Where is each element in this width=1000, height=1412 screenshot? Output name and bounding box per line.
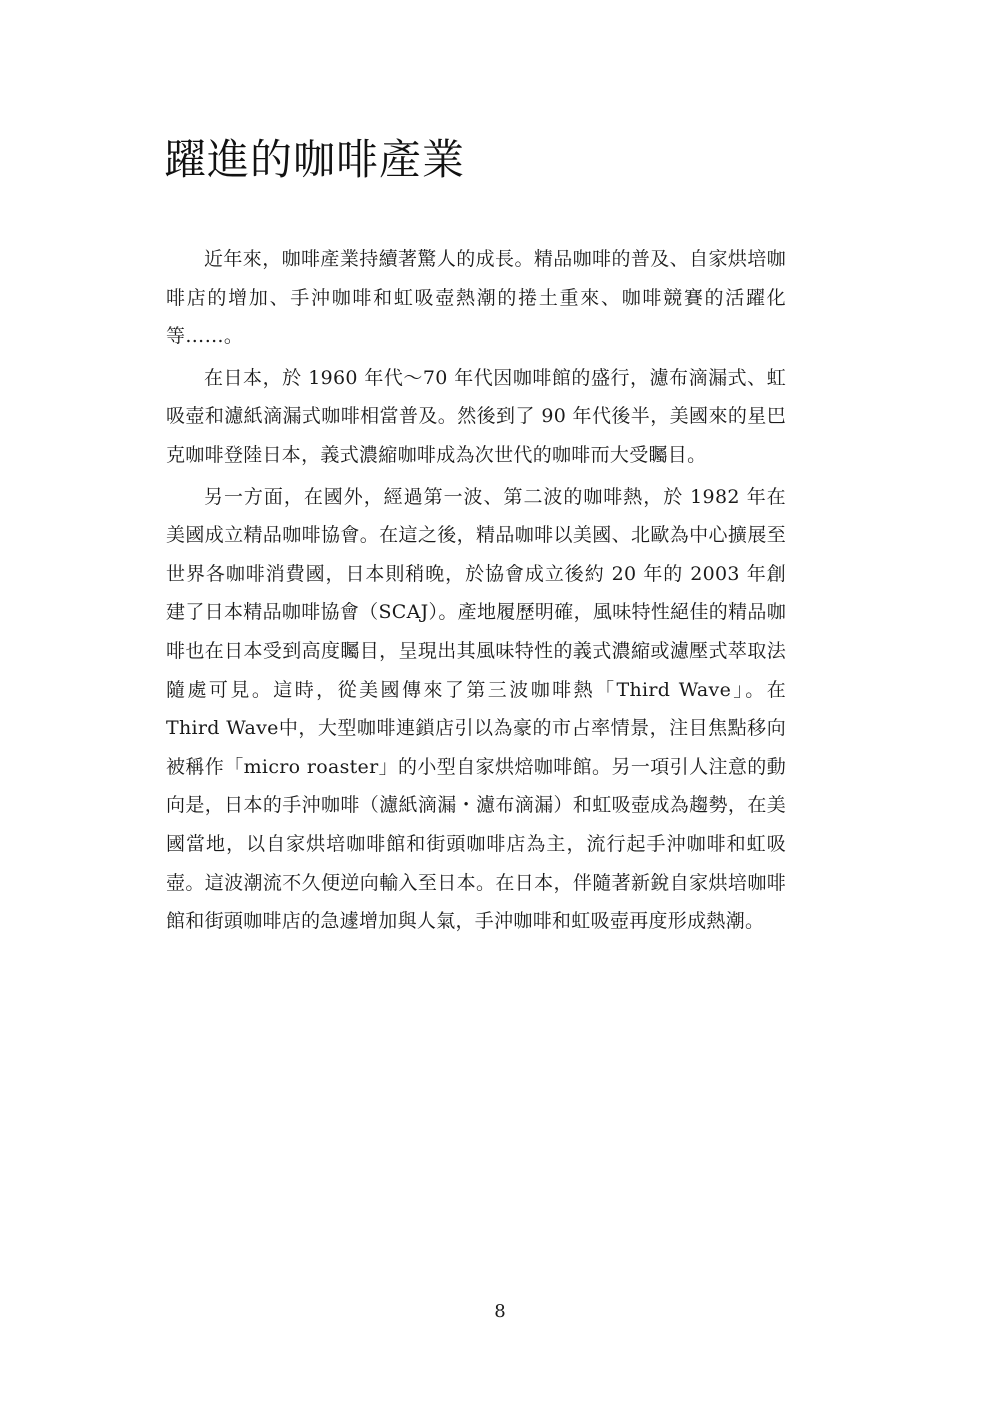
paragraph-third-wave: 另一方面，在國外，經過第一波、第二波的咖啡熱，於 1982 年在美國成立精品咖啡協會。在這之後，精品咖啡以美國、北歐為中心擴展至世界各咖啡消費國，日本則稍晚，於協會成立後約 20 年的 2003 年創建了日本精品咖啡協會（SCAJ）。產地履歷明確，風味特性絕佳的精品咖啡也在日本受到高度矚目，呈現出其風味特性的義式濃縮或濾壓式萃取法隨處可見。這時，從美國傳來了第三波咖啡熱「Third Wave」。在 Third Wave中，大型咖啡連鎖店引以為豪的市占率情景，注目焦點移向被稱作「micro roaster」的小型自家烘焙咖啡館。另一項引人注意的動向是，日本的手沖咖啡（濾紙滴漏・濾布滴漏）和虹吸壺成為趨勢，在美國當地，以自家烘培咖啡館和街頭咖啡店為主，流行起手沖咖啡和虹吸壺。這波潮流不久便逆向輸入至日本。在日本，伴隨著新銳自家烘培咖啡館和街頭咖啡店的急遽增加與人氣，手沖咖啡和虹吸壺再度形成熱潮。 [166,485,786,933]
chapter-title: 躍進的咖啡產業 [164,135,466,184]
body-text [166,240,786,944]
paragraph-japan-history: 在日本，於 1960 年代～70 年代因咖啡館的盛行，濾布滴漏式、虹吸壺和濾紙滴漏式咖啡相當普及。然後到了 90 年代後半，美國來的星巴克咖啡登陸日本，義式濃縮咖啡成為次世代的咖啡而大受矚目。 [166,366,786,466]
paragraph-intro: 近年來，咖啡產業持續著驚人的成長。精品咖啡的普及、自家烘培咖啡店的增加、手沖咖啡和虹吸壺熱潮的捲土重來、咖啡競賽的活躍化等……。 [166,248,786,348]
page-number: 8 [494,1301,506,1322]
